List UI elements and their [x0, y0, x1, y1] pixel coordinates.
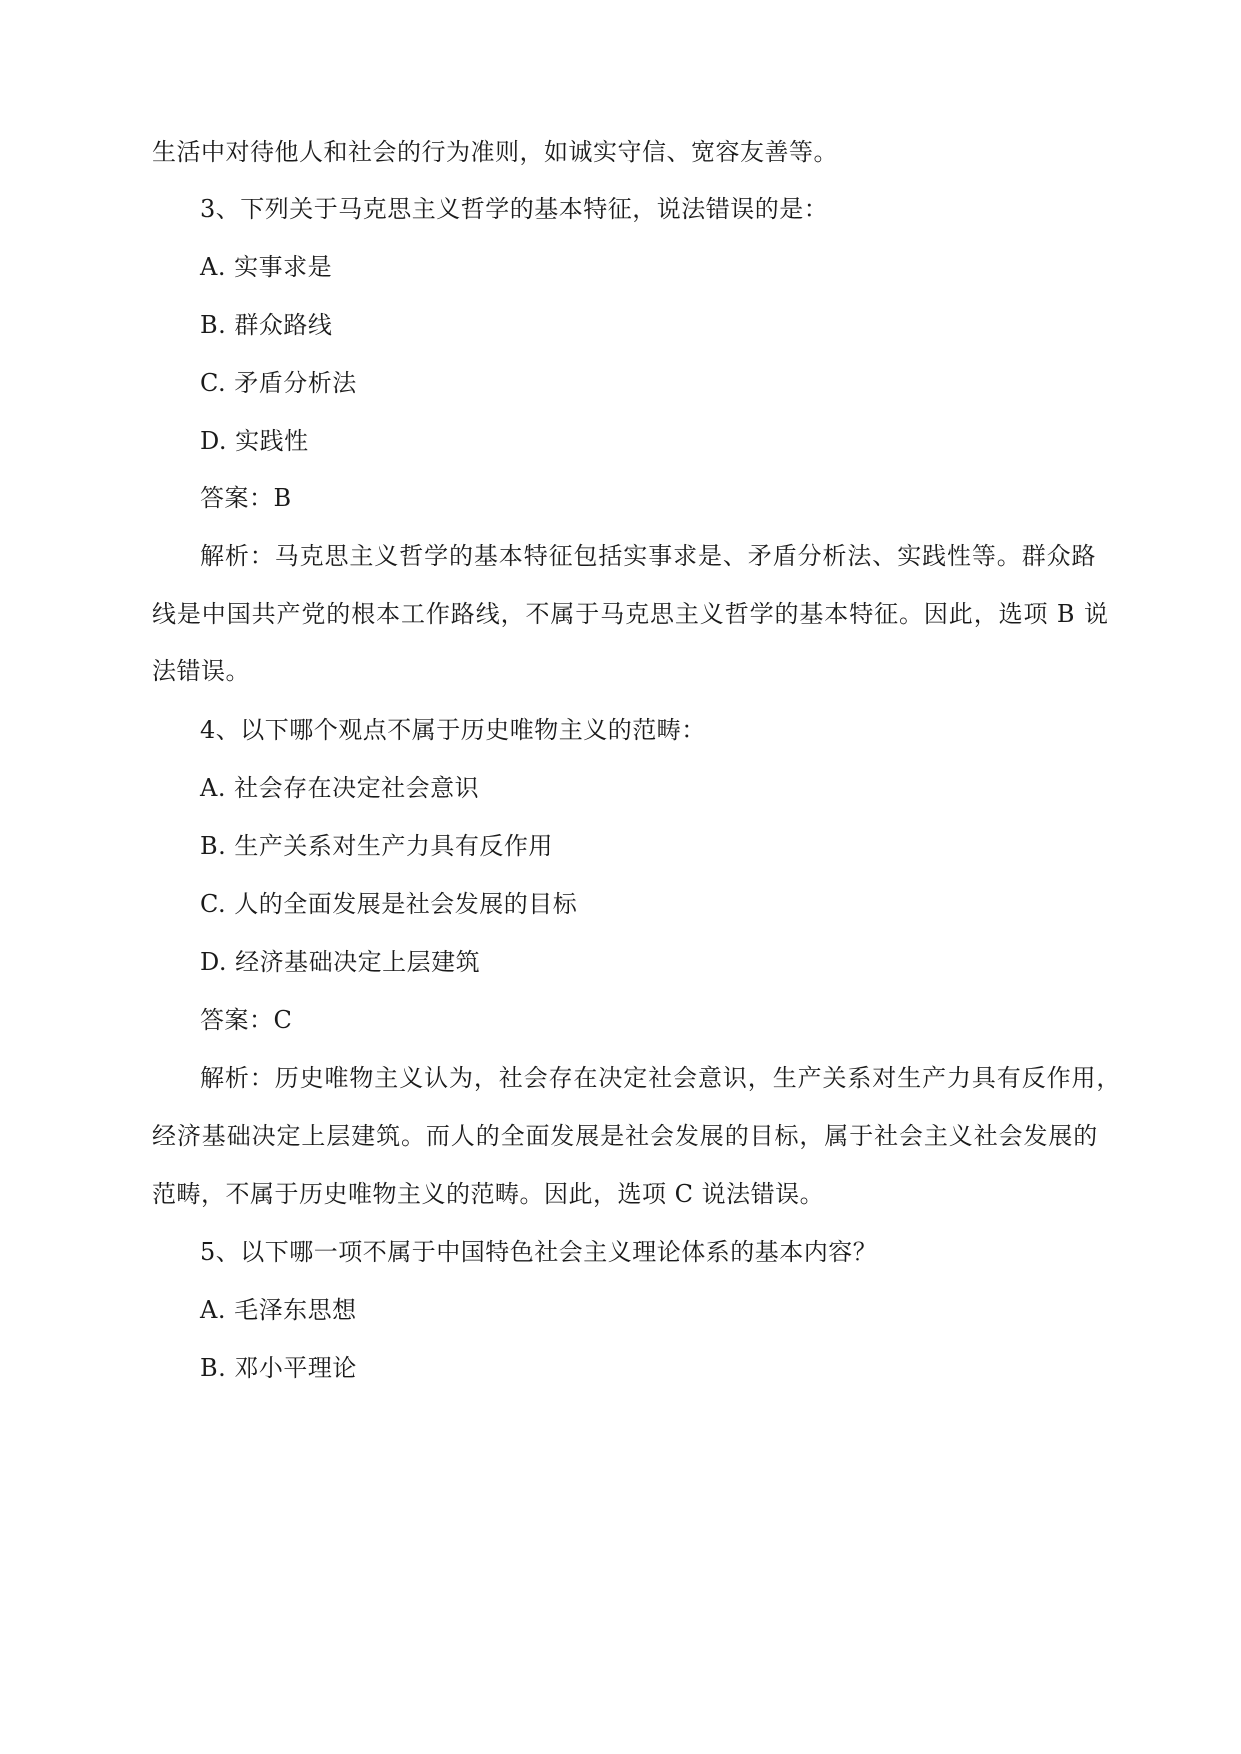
q3-option-a: A. 实事求是	[200, 253, 333, 281]
q5-question: 5、以下哪一项不属于中国特色社会主义理论体系的基本内容？	[200, 1238, 878, 1266]
q3-option-c: C. 矛盾分析法	[200, 369, 357, 397]
q3-analysis-line-3: 法错误。	[152, 657, 250, 685]
q3-option-b: B. 群众路线	[200, 311, 333, 339]
q4-analysis-line-3: 范畴，不属于历史唯物主义的范畴。因此，选项 C 说法错误。	[152, 1180, 825, 1208]
q4-option-b: B. 生产关系对生产力具有反作用	[200, 832, 553, 860]
q3-analysis-line-2: 线是中国共产党的根本工作路线，不属于马克思主义哲学的基本特征。因此，选项 B 说	[152, 600, 1109, 628]
intro-continuation: 生活中对待他人和社会的行为准则，如诚实守信、宽容友善等。	[152, 138, 838, 166]
q3-answer: 答案：B	[200, 484, 292, 512]
q4-option-c: C. 人的全面发展是社会发展的目标	[200, 890, 578, 918]
q3-question: 3、下列关于马克思主义哲学的基本特征，说法错误的是：	[200, 195, 829, 223]
q3-analysis-line-1: 解析：马克思主义哲学的基本特征包括实事求是、矛盾分析法、实践性等。群众路	[200, 542, 1097, 570]
q3-option-d: D. 实践性	[200, 427, 309, 455]
q4-analysis-line-1: 解析：历史唯物主义认为，社会存在决定社会意识，生产关系对生产力具有反作用，	[200, 1064, 1122, 1092]
q5-option-a: A. 毛泽东思想	[200, 1296, 357, 1324]
q4-option-d: D. 经济基础决定上层建筑	[200, 948, 481, 976]
q4-analysis-line-2: 经济基础决定上层建筑。而人的全面发展是社会发展的目标，属于社会主义社会发展的	[152, 1122, 1099, 1150]
q5-option-b: B. 邓小平理论	[200, 1354, 357, 1382]
q4-question: 4、以下哪个观点不属于历史唯物主义的范畴：	[200, 716, 706, 744]
q4-answer: 答案：C	[200, 1006, 293, 1034]
q4-option-a: A. 社会存在决定社会意识	[200, 774, 480, 802]
